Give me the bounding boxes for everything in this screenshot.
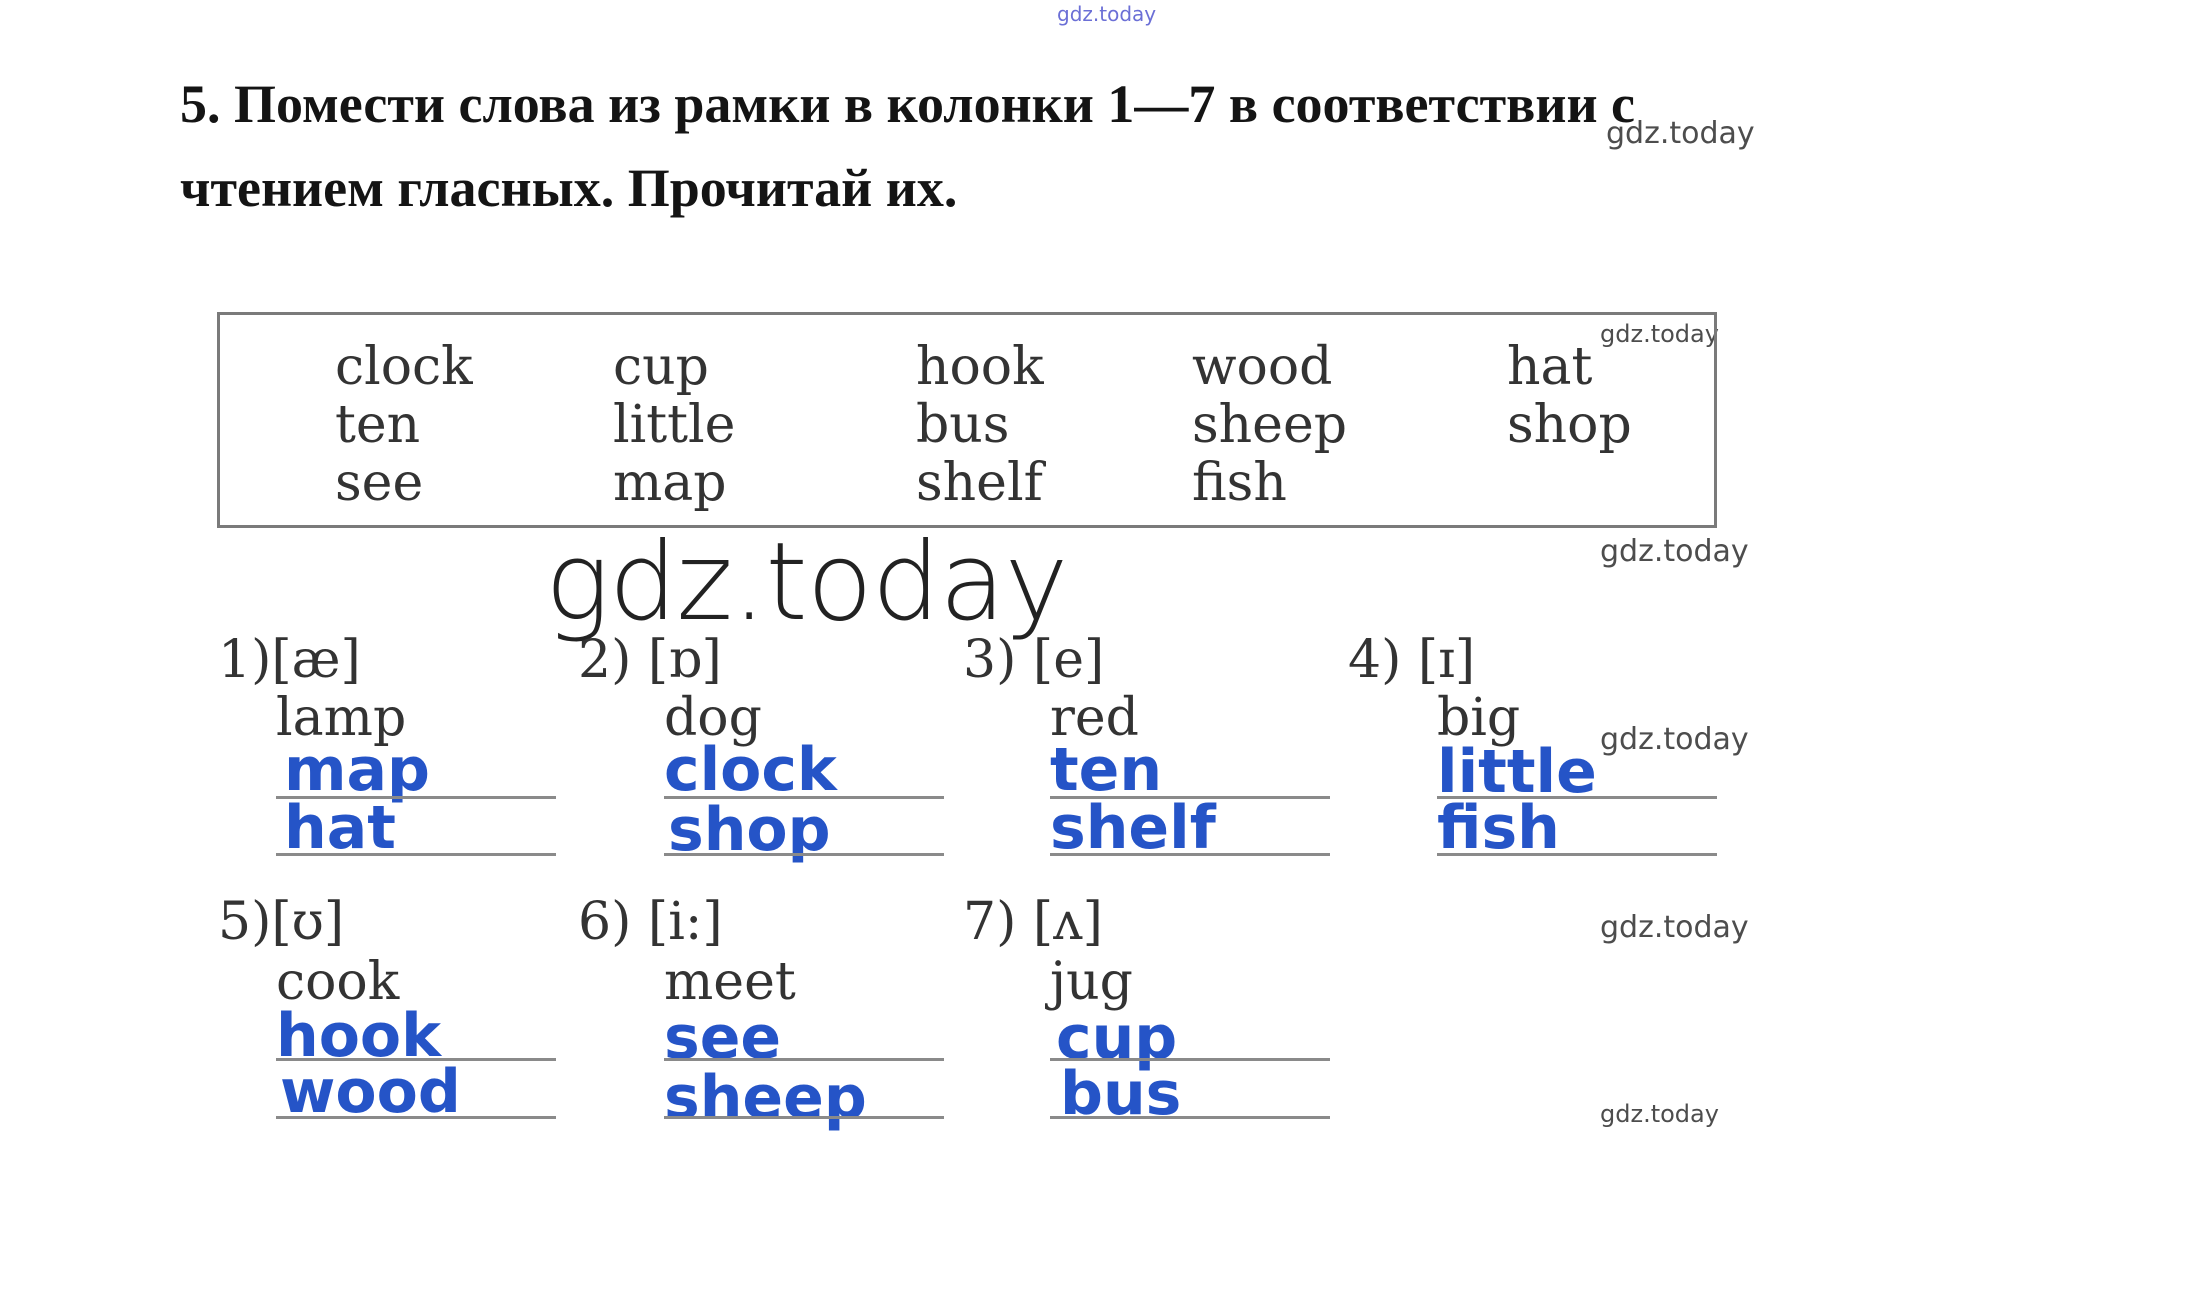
box-word: shop	[1507, 395, 1632, 455]
box-word: cup	[613, 337, 709, 397]
answer-word: shop	[668, 795, 831, 865]
box-word: wood	[1192, 337, 1333, 397]
watermark: gdz.today	[1600, 320, 1719, 348]
box-word: ten	[335, 395, 421, 455]
column-label: 2) [ɒ]	[578, 630, 722, 690]
answer-line	[1050, 853, 1330, 856]
answer-word: shelf	[1050, 793, 1216, 863]
answer-word: wood	[280, 1057, 461, 1127]
answer-word: hat	[284, 793, 396, 863]
watermark-top: gdz.today	[1057, 2, 1157, 26]
answer-line	[1050, 1116, 1330, 1119]
answer-word: ten	[1050, 735, 1163, 805]
example-word: meet	[664, 952, 796, 1012]
box-word: map	[613, 453, 727, 513]
column-label: 3) [e]	[963, 630, 1105, 690]
column-label: 6) [i:]	[578, 892, 723, 952]
answer-word: cup	[1056, 1003, 1178, 1073]
watermark: gdz.today	[1600, 910, 1749, 945]
answer-word: map	[284, 735, 430, 805]
column-label: 7) [ʌ]	[963, 892, 1103, 952]
watermark: gdz.today	[1606, 116, 1755, 151]
watermark: gdz.today	[1600, 1100, 1719, 1128]
box-word: clock	[335, 337, 473, 397]
box-word: hook	[916, 337, 1044, 397]
box-word: hat	[1507, 337, 1593, 397]
watermark: gdz.today	[1600, 722, 1749, 757]
example-word: jug	[1050, 952, 1133, 1012]
column-label: 5)[ʊ]	[218, 892, 345, 952]
answer-word: bus	[1060, 1059, 1182, 1129]
example-word: big	[1437, 688, 1521, 748]
column-label: 1)[æ]	[218, 630, 361, 690]
example-word: cook	[276, 952, 400, 1012]
answer-word: fish	[1437, 793, 1560, 863]
example-word: dog	[664, 688, 762, 748]
column-label: 4) [ɪ]	[1348, 630, 1476, 690]
watermark-large: gdz.today	[545, 520, 1068, 645]
example-word: lamp	[276, 688, 407, 748]
answer-line	[664, 853, 944, 856]
answer-word: little	[1437, 737, 1597, 807]
example-word: red	[1050, 688, 1139, 748]
answer-line	[664, 1058, 944, 1061]
watermark: gdz.today	[1600, 534, 1749, 569]
answer-word: clock	[664, 735, 837, 805]
answer-word: see	[664, 1003, 782, 1073]
answer-word: sheep	[664, 1063, 867, 1133]
box-word: sheep	[1192, 395, 1348, 455]
answer-line	[276, 853, 556, 856]
answer-line	[276, 1116, 556, 1119]
answer-line	[664, 1116, 944, 1119]
box-word: fish	[1192, 453, 1287, 513]
answer-word: hook	[276, 1001, 442, 1071]
box-word: see	[335, 453, 424, 513]
answer-line	[1437, 853, 1717, 856]
word-box	[217, 312, 1717, 528]
exercise-title: 5. Помести слова из рамки в колонки 1—7 в соответствии с чтением гласных. Прочитай их.	[180, 74, 1636, 218]
box-word: shelf	[916, 453, 1043, 513]
box-word: bus	[916, 395, 1010, 455]
box-word: little	[613, 395, 736, 455]
